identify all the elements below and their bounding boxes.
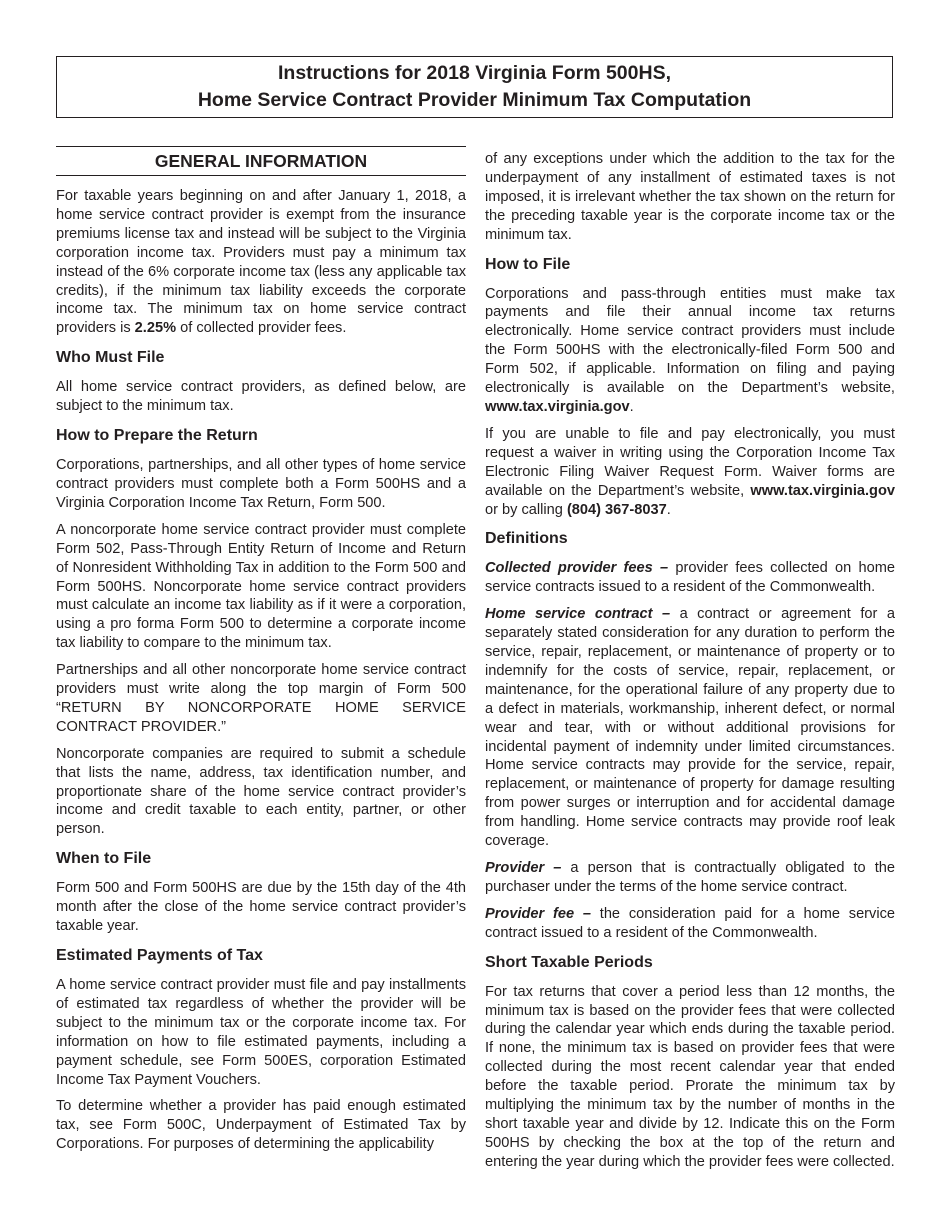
- estimated-paragraph-2: To determine whether a provider has paid enough estimated tax, see Form 500C, Underpayment of Estimated Tax by Corporations. For purposes of determining the applicability: [56, 1098, 466, 1153]
- definition-text: a person that is contractually obligated to the purchaser under the terms of the home service contract.: [485, 860, 895, 895]
- how-to-file-text-end: .: [629, 398, 634, 415]
- heading-short-taxable-periods: Short Taxable Periods: [485, 953, 653, 971]
- heading-how-to-file: How to File: [485, 255, 571, 273]
- intro-text-end: of collected provider fees.: [176, 320, 347, 337]
- heading-who-must-file: Who Must File: [56, 349, 165, 367]
- definition-provider-fee: [485, 905, 895, 943]
- section-title-general-information: GENERAL INFORMATION: [56, 146, 466, 176]
- heading-estimated-payments: Estimated Payments of Tax: [56, 947, 263, 964]
- heading-when-to-file: When to File: [56, 850, 152, 868]
- phone-number: (804) 367-8037: [566, 501, 667, 518]
- website-link-2[interactable]: www.tax.virginia.gov: [750, 482, 895, 499]
- how-to-file-paragraph-1: [485, 285, 895, 417]
- definition-text: a contract or agreement for a separately stated consideration for any duration to perform the service, repair, replacement, or maintenance of property or to indemnify for the costs of service, repair, replacement, or maintenance, for the operational failure of any property due to a defect in materials, workmanship, inherent defect, or normal wear and tear, with or without additional provisions for incidental payment of indemnity under limited circumstances. Home service contracts may provide for the service, repair, replacement, or maintenance of property for damage resulting from power surges or interruption and for accidental damage from handling. Home service contracts may provide roof leak coverage.: [485, 606, 895, 850]
- title-line-2: Home Service Contract Provider Minimum Tax Computation: [197, 89, 752, 111]
- definition-provider: [485, 859, 895, 897]
- continued-paragraph: of any exceptions under which the addition to the tax for the underpayment of any installment of estimated taxes is not imposed, it is irrelevant whether the tax shown on the return for the preceding taxable year is the corporate income tax or the minimum tax.: [485, 151, 895, 243]
- estimated-paragraph-1: A home service contract provider must file and pay installments of estimated tax regardless of whether the provider will be subject to the minimum tax or the corporate income tax. For information on how to file estimated payments, including a payment schedule, see Form 500ES, corporation Estimated Income Tax Payment Vouchers.: [56, 977, 466, 1088]
- waiver-text: If you are unable to file and pay electronically, you must request a waiver in writing using the Corporation Income Tax Electronic Filing Waiver Request Form. Waiver forms are available on the Department’s website,: [485, 425, 895, 499]
- definition-text: provider fees collected on home service contracts issued to a resident of the Commonwealth.: [485, 560, 895, 596]
- term-home-service-contract: Home service contract –: [485, 606, 671, 623]
- short-taxable-periods-text: For tax returns that cover a period less than 12 months, the minimum tax is based on the provider fees that were collected during the calendar year which ends during the taxable period. If none, the minimum tax is based on provider fees that were collected during the most recent calendar year that ended before the taxable period. Prorate the minimum tax by multiplying the minimum tax by the number of months in the short taxable year and divide by 12. Indicate this on the Form 500HS by checking the box at the top of the return and entering the year during which the provider fees were collected.: [485, 983, 895, 1170]
- prepare-paragraph-2: A noncorporate home service contract provider must complete Form 502, Pass-Through Entity Return of Income and Return of Nonresident Withholding Tax in addition to the Form 500 and Form 500HS. Noncorporate home service contract providers must calculate an income tax liability as if it were a corporation, using a pro forma Form 500 to determine a corporate income tax liability to compare to the minimum tax.: [56, 521, 466, 652]
- definition-collected-provider-fees: [485, 559, 895, 597]
- title-box: [56, 56, 893, 118]
- heading-definitions: Definitions: [485, 530, 568, 548]
- minimum-tax-rate: 2.25%: [134, 320, 177, 337]
- who-must-file-text: All home service contract providers, as defined below, are subject to the minimum tax.: [56, 379, 466, 415]
- prepare-paragraph-1: Corporations, partnerships, and all other types of home service contract providers must complete both a Form 500HS and a Virginia Corporation Income Tax Return, Form 500.: [56, 457, 466, 511]
- how-to-file-text: Corporations and pass-through entities must make tax payments and file their annual income tax returns electronically. Home service contract providers must include the Form 500HS with the electronically-filed Form 500 and Form 502, if applicable. Information on filing and paying electronically is available on the Department’s website,: [485, 285, 895, 397]
- term-collected-provider-fees: Collected provider fees –: [485, 560, 669, 577]
- when-to-file-text: Form 500 and Form 500HS are due by the 15th day of the 4th month after the close of the home service contract provider’s taxable year.: [56, 880, 466, 935]
- waiver-text-end: .: [666, 501, 671, 518]
- heading-how-to-prepare: How to Prepare the Return: [56, 427, 258, 445]
- term-provider-fee: Provider fee –: [485, 905, 591, 922]
- term-provider: Provider –: [485, 860, 562, 876]
- waiver-text-mid: or by calling: [485, 501, 567, 518]
- definition-text: the consideration paid for a home service contract issued to a resident of the Commonwealth.: [485, 905, 895, 941]
- definition-home-service-contract: [485, 605, 895, 851]
- right-column: [485, 150, 895, 1180]
- intro-text: For taxable years beginning on and after January 1, 2018, a home service contract provider is exempt from the insurance premiums license tax and instead will be subject to the Virginia corporation income tax. Providers must pay a minimum tax instead of the 6% corporate income tax (less any applicable tax credits), if the minimum tax liability exceeds the corporate income tax. The minimum tax on home service contract providers is: [56, 188, 466, 337]
- intro-paragraph: [56, 187, 466, 338]
- how-to-file-paragraph-2: [485, 425, 895, 520]
- website-link[interactable]: www.tax.virginia.gov: [485, 398, 630, 415]
- prepare-paragraph-4: Noncorporate companies are required to submit a schedule that lists the name, address, tax identification number, and proportionate share of the home service contract provider’s income and credit taxable to each entity, partner, or other person.: [56, 745, 466, 838]
- left-column: [56, 146, 466, 1162]
- prepare-paragraph-3: Partnerships and all other noncorporate home service contract providers must write along the top margin of Form 500 “RETURN BY NONCORPORATE HOME SERVICE CONTRACT PROVIDER.”: [56, 662, 466, 735]
- title-line-1: Instructions for 2018 Virginia Form 500HS,: [277, 62, 671, 84]
